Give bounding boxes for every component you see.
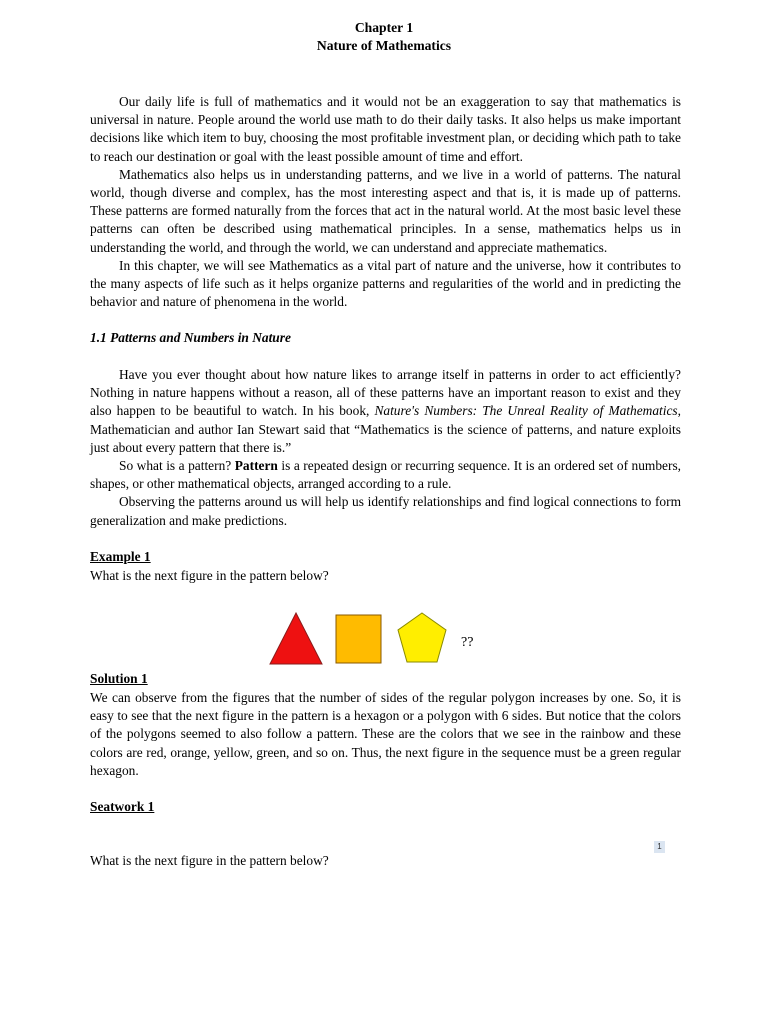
chapter-title: Nature of Mathematics (316, 38, 452, 53)
example-label: Example 1 (90, 549, 151, 564)
seatwork-question: What is the next figure in the pattern below? (90, 853, 329, 868)
pattern-term: Pattern (234, 458, 278, 474)
patterns-p2-after: is a repeated design or recurring sequence. It is an ordered set of numbers, shapes, or other mathematical objects, arranged according to a rule. (90, 458, 682, 492)
intro-paragraph-3: In this chapter, we will see Mathematics as a vital part of nature and the universe, how it contributes to the many aspects of life such as it helps organize patterns and regularities of the world and in predicting the behavior and nature of phenomena in the world. (90, 257, 681, 310)
orange-square (336, 615, 381, 663)
patterns-p2-before: So what is a pattern? (119, 458, 235, 474)
patterns-paragraph-2 (90, 457, 681, 493)
patterns-section (90, 366, 681, 530)
pattern-figure (268, 609, 488, 667)
yellow-pentagon (398, 613, 446, 662)
page-number: 1 (654, 841, 665, 853)
patterns-paragraph-3: Observing the patterns around us will help us identify relationships and find logical connections to form generalization and make predictions. (90, 494, 681, 528)
chapter-number: Chapter 1 (354, 20, 414, 35)
red-triangle (270, 613, 322, 664)
seatwork-label: Seatwork 1 (90, 799, 155, 814)
patterns-paragraph-1 (90, 366, 681, 457)
intro-paragraph-1: Our daily life is full of mathematics and it would not be an exaggeration to say that mathematics is universal in nature. People around the world use math to do their daily tasks. It also helps us make important decisions like which item to buy, choosing the most profitable investment plan, or deciding which path to take to reach our destination or goal with the least possible amount of time and effort. (90, 94, 681, 164)
example-question: What is the next figure in the pattern below? (90, 568, 329, 583)
intro-paragraph-2: Mathematics also helps us in understanding patterns, and we live in a world of patterns. The natural world, though diverse and complex, has the most interesting aspect and that is, it is made up of patterns. These patterns are formed naturally from the forces that act in the natural world. At the most basic level these patterns can often be described using mathematical principles. In a sense, mathematics helps us in understanding the world, and through the world, we can understand and appreciate mathematics. (90, 166, 681, 255)
book-title: Nature's Numbers: The Unreal Reality of Mathematics (374, 403, 678, 419)
solution-text: We can observe from the figures that the number of sides of the regular polygon increases by one. So, it is easy to see that the next figure in the pattern is a hexagon or a polygon with 6 sides. But notice that the colors of the polygons seemed to also follow a pattern. These are the colors that we see in the rainbow and these colors are red, orange, yellow, green, and so on. Thus, the next figure in the sequence must be a green regular hexagon. (90, 690, 681, 778)
patterns-p1-before: Have you ever thought about how nature likes to arrange itself in patterns in order to act efficiently? Nothing in nature happens without a reason, all of these patterns have an important reason to exist and they also happen to be beautiful to watch. In his book, (90, 367, 681, 419)
next-figure-question-mark: ?? (461, 635, 474, 650)
patterns-p1-after: , Mathematician and author Ian Stewart said that “Mathematics is the science of patterns, and nature exploits just about every pattern that there is.” (90, 403, 681, 455)
intro-section (90, 93, 681, 311)
section-heading: 1.1 Patterns and Numbers in Nature (90, 330, 291, 345)
solution-label: Solution 1 (90, 671, 148, 686)
